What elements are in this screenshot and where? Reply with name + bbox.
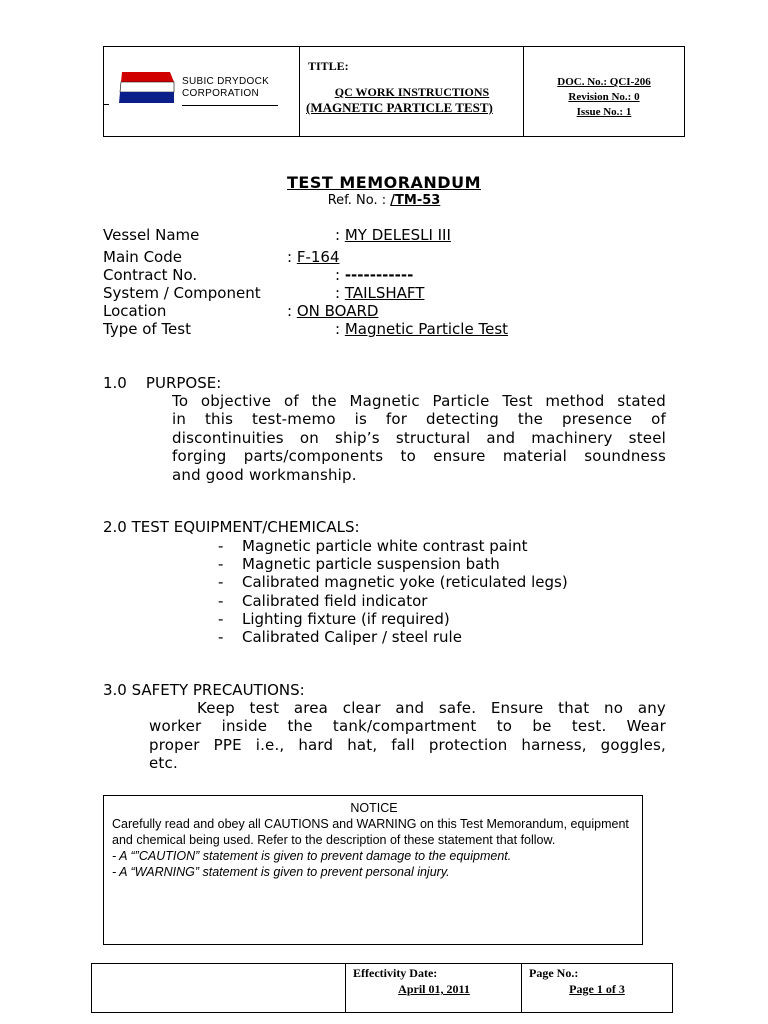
notice-body: Carefully read and obey all CAUTIONS and WARNING on this Test Memorandum, equipment and chemical being used. Refer to the description of these statement that follow. xyxy=(112,817,629,847)
company-name-line2: CORPORATION xyxy=(182,88,260,99)
header-doc-cell xyxy=(524,47,684,136)
field-label-location: Location xyxy=(103,302,167,320)
contract-no-value: ----------- xyxy=(344,266,414,284)
footer-effectivity-cell xyxy=(346,964,522,1012)
notice-caution: - A “”CAUTION” statement is given to prevent damage to the equipment. xyxy=(112,849,512,863)
test-type-value: Magnetic Particle Test xyxy=(344,320,509,338)
flag-blue-stripe xyxy=(119,92,174,103)
title-line2: (MAGNETIC PARTICLE TEST) xyxy=(306,100,493,115)
field-value-location xyxy=(287,302,378,320)
page-number: Page 1 of 3 xyxy=(569,982,625,996)
flag-white-stripe xyxy=(120,82,174,92)
section-equipment-heading: 2.0 TEST EQUIPMENT/CHEMICALS: xyxy=(103,518,360,536)
footer-page-cell xyxy=(522,964,672,1012)
field-value-test-type xyxy=(335,320,508,338)
header-title-cell xyxy=(300,47,524,136)
section-safety-heading: 3.0 SAFETY PRECAUTIONS: xyxy=(103,681,305,699)
location-value: ON BOARD xyxy=(296,302,379,320)
field-value-contract xyxy=(335,266,413,284)
list-item: - Magnetic particle white contrast paint xyxy=(218,537,528,555)
ref-value: /TM-53 xyxy=(390,193,441,208)
company-name-line1: SUBIC DRYDOCK xyxy=(182,76,270,87)
section-safety-body xyxy=(149,699,666,773)
memo-ref xyxy=(0,193,768,208)
field-sep: : xyxy=(335,226,345,244)
field-value-system xyxy=(335,284,424,302)
notice-title: NOTICE xyxy=(350,801,398,815)
header-tick-mark xyxy=(103,104,109,105)
list-item: - Lighting fixture (if required) xyxy=(218,609,450,628)
field-sep: : xyxy=(335,266,345,284)
purpose-line: forging parts/components to ensure material soundness xyxy=(172,447,666,466)
effectivity-date: April 01, 2011 xyxy=(398,982,470,996)
section-purpose-body xyxy=(172,392,666,484)
company-flag-logo xyxy=(118,71,176,105)
field-value-main-code xyxy=(287,248,340,266)
footer-blank-cell xyxy=(92,964,346,1012)
equipment-list xyxy=(218,537,568,646)
field-label-test-type: Type of Test xyxy=(103,320,191,338)
purpose-line: To objective of the Magnetic Particle Test method stated xyxy=(172,392,666,410)
title-label: TITLE: xyxy=(308,59,349,73)
field-value-vessel xyxy=(335,226,451,244)
ref-label: Ref. No. : xyxy=(327,193,391,208)
list-item: - Magnetic particle suspension bath xyxy=(218,555,500,574)
field-label-vessel: Vessel Name xyxy=(103,226,200,244)
field-label-system: System / Component xyxy=(103,284,261,302)
document-footer xyxy=(91,963,673,1013)
field-sep: : xyxy=(335,284,345,302)
safety-line: worker inside the tank/compartment to be test. Wear xyxy=(149,717,666,736)
notice-warning: - A “WARNING” statement is given to prevent personal injury. xyxy=(112,865,450,879)
list-item: - Calibrated magnetic yoke (reticulated legs) xyxy=(218,573,568,592)
doc-number: DOC. No.: QCI-206 xyxy=(557,76,651,88)
system-component-value: TAILSHAFT xyxy=(344,284,425,302)
title-line1: QC WORK INSTRUCTIONS xyxy=(334,85,490,99)
revision-number: Revision No.: 0 xyxy=(568,91,640,103)
purpose-line: and good workmanship. xyxy=(172,465,357,484)
company-underline xyxy=(182,105,278,106)
page-label: Page No.: xyxy=(529,966,579,980)
safety-line: Keep test area clear and safe. Ensure that no any xyxy=(197,699,666,717)
list-item: - Calibrated field indicator xyxy=(218,591,428,610)
field-sep: : xyxy=(287,248,297,266)
vessel-name-value: MY DELESLI III xyxy=(344,226,451,244)
document-header xyxy=(103,46,685,137)
issue-number: Issue No.: 1 xyxy=(576,106,632,118)
safety-line: proper PPE i.e., hard hat, fall protection harness, goggles, xyxy=(149,735,666,754)
list-item: - Calibrated Caliper / steel rule xyxy=(218,628,462,647)
effectivity-label: Effectivity Date: xyxy=(353,966,438,980)
purpose-line: discontinuities on ship’s structural and machinery steel xyxy=(172,428,666,447)
field-sep: : xyxy=(287,302,297,320)
flag-red-stripe xyxy=(121,72,174,82)
main-code-value: F-164 xyxy=(296,248,340,266)
notice-box xyxy=(103,795,643,945)
purpose-line: in this test-memo is for detecting the presence of xyxy=(172,410,666,429)
section-purpose-heading: 1.0 PURPOSE: xyxy=(103,374,222,392)
company-name xyxy=(182,76,269,100)
field-sep: : xyxy=(335,320,345,338)
memo-title: TEST MEMORANDUM xyxy=(286,173,481,192)
field-label-contract: Contract No. xyxy=(103,266,198,284)
header-logo-cell xyxy=(104,47,300,136)
safety-line: etc. xyxy=(149,754,178,773)
field-label-main-code: Main Code xyxy=(103,248,182,266)
